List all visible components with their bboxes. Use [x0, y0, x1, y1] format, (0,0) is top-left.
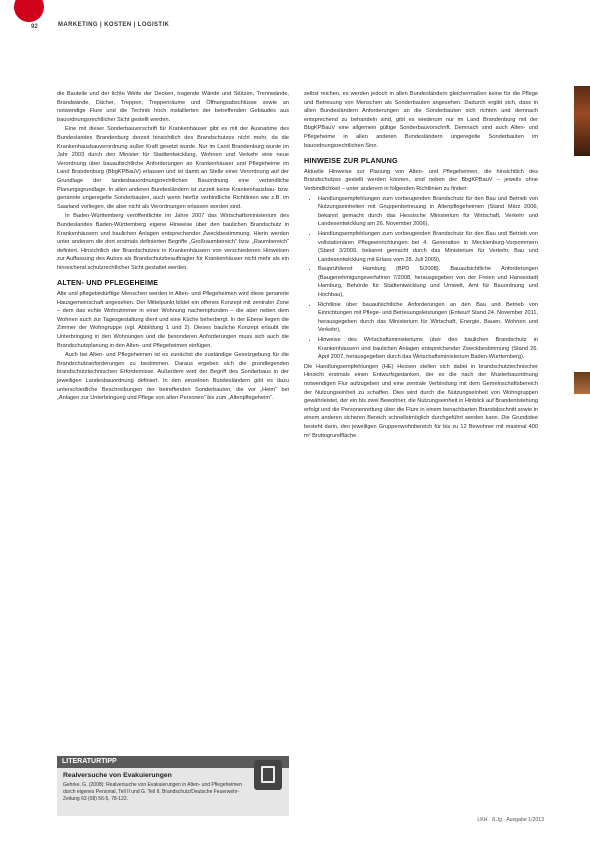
literature-tip-box	[57, 758, 289, 816]
literature-tip-body: Gehrke, G. (2008): Realversuche von Evakuierungen in Alten- und Pflegeheimen durch eigenes Personal, Teil II und G. Teil II, Brandschutz/Deutsche Feuerwehr-Zeitung 63 (08) 56-5, 78-122.	[63, 782, 242, 802]
guideline-list	[304, 195, 538, 362]
side-photo-strip	[574, 86, 590, 156]
section-heading-hinweise-planung: HINWEISE ZUR PLANUNG	[304, 156, 398, 166]
page-footer: LKH · 8.Jg · Ausgabe 1/2013	[477, 817, 544, 823]
list-item: • Richtlinie über bauaufsichtliche Anforderungen an den Bau und Betrieb von Einrichtungen mit Pflege- und Betreuungsleistungen (Entwurf Stand 24. November 2011, herausgegeben durch das Ministerium für Wirtschaft, Energie, Bauen, Wohnen und Verkehr),	[318, 301, 538, 335]
paragraph-closing: Die Handlungsempfehlungen (HE) Hessen stellen sich dabei in brandschutztechnischer Hinsicht erstmals einen Entwurfsgedanken, der es die nach der Musterbauordnung notwendigen Flur aufzugeben und eine zentrale Verbindung mit dem Gemeinschaftsbereich der Nutzungseinheit zu schaffen. Dies wird durch die Nutzungseinheit von Wohngruppen gewährleistet, der ein bis zwei Bewohner, die Nutzungseinheit in Hinblick auf Brandentstehung erfolgt und die Personenrettung über die Flure in einem benachbarten Brandabschnitt sowie in einem anderen sicheren Bereich schnellstmöglich durchgeführt werden kann. Die Grundidee besteht darin, den jeweiligen Gruppenwohnbereich für bis zu 12 Bewohner mit maximal 400 m² Bruttogrundfläche	[304, 363, 538, 439]
page-number: 92	[31, 24, 38, 30]
section-heading-alten-pflegeheime: ALTEN- UND PFLEGEHEIME	[57, 278, 159, 288]
paragraph: In Baden-Württemberg veröffentlichte im Jahre 2007 das Wirtschaftsministerium des Bundeslandes Baden-Württemberg eigene Hinweise über den baulichen Brandschutz in Krankenhäusern und baulichen Anlagen entsprechender Zweckbestimmung. Hierin werden unter anderem die dort erstmals definierten Begriffe „Großraumbereich“ bzw. „Raumbereich“ definiert. Hinsichtlich der Brandschutzes in Krankenhäusern von verschiedenen Hinweisen zur Auffassung des Autors als Brandschutzbeauftragter für Krankenhäuser nicht mehr als ein hinreichend schutzrechtlicher Sicht gestattet werden.	[57, 213, 289, 271]
literature-tip-label: LITERATURTIPP	[57, 756, 289, 768]
page-number-area	[0, 0, 48, 32]
section-header: MARKETING | KOSTEN | LOGISTIK	[58, 22, 170, 28]
left-column	[57, 90, 289, 404]
list-item: • Hinweise des Wirtschaftsministeriums über den baulichen Brandschutz in Krankenhäusern und baulichen Anlagen entsprechender Zweckbestimmung (Stand 26. April 2007, herausgegeben durch das Wirtschaftsministerium Baden-Württemberg).	[318, 336, 538, 362]
paragraph: Alte und pflegebedürftige Menschen werden in Alten- und Pflegeheimen wird diese genannte Hausgemeinschaft angesehen. Der Mittelpunkt bildet ein offenes Konzept mit zentraler Zone – dem das echte Wohnzimmer in einer Wohnung nachempfunden – die aber neben dem Wohnen auch zur Tagesgestaltung dient und eine Küche beherbergt. In der Ebene liegen die Zimmer der Wohngruppe (vgl. Abbildung 1 und 2). Dieses bauliche Konzept erlaubt die Unterbringung in den Wohnungen und die besonderen Anforderungen muss sich auch die Brandschutzplanung in den Alten- und Pflegeheimen einfügen.	[57, 291, 289, 349]
book-icon	[254, 760, 282, 790]
right-column	[304, 90, 538, 441]
paragraph: die Bauteile und der lichte Weite der Decken, tragende Wände und Stützen, Trennwände, Brandwände, Dächer, Treppen, Treppenräume und Öffnungsabschlüsse sowie an notwendige Flure und die Technik hoch installierten der betreffenden Gebäudes aus bauordnungsrechtlicher Sicht gestellt werden.	[57, 91, 289, 123]
paragraph: Eine mit dieser Sonderbauvorschrift für Krankenhäuser gibt es mit der Ausnahme des Bundeslandes Brandenburg derzeit hinsichtlich des Brandschutzes nicht mehr, da die Krankenhausbauverordnung außer Kraft gesetzt wurde. Nur im Land Brandenburg wurde im Jahr 2003 durch den Minister für Stadtentwicklung, Wohnen und Verkehr eine neue Verordnung über bauaufsichtliche Anforderungen an Krankenhäuser und Pflegeheime im Land Brandenburg (BbgKPBauV) erlassen und ist damit an Stelle einer Verordnung auf der Grundlage der landesbauordnungsrechtlichen Bauordnung eine verbindliche Planungsgrundlage. In allen anderen Bundesländern ist zurzeit keine Krankenhausbau- bzw. genannte ungeregelte Sonderbauten, auch wenn hierfür verbindliche Richtlinien wie z.B. im Saarland vorliegen, die aber nicht als Verordnungen erlassen worden sind.	[57, 126, 289, 210]
paragraph-intro: Aktuelle Hinweise zur Planung von Alten- und Pflegeheimen, die hinsichtlich des Brandschutzes gestellt werden können, sind neben der BbgKPBauV – jeweils ohne Verbindlichkeit – unter anderem in folgenden Richtlinien zu finden:	[304, 168, 538, 192]
paragraph: selbst reichen, es werden jedoch in allen Bundesländern gleichermaßen keine für die Pflege und Betreuung von Menschen als Sonderbauten angesehen. Dadurch ergibt sich, dass in allen Bundesländern Anforderungen an die Sonderbauten sich richten und demnach entsprechend zu behandeln sind, gibt es wiederum nur im Land Brandenburg mit der BbgKPBauV eine allgemein gültige Sonderbauvorschrift. Demnach sind auch Alten- und Pflegeheime in allen anderen Bundesländern ungeregelte Sonderbauten im bauordnungsrechtlichen Sinn.	[304, 91, 538, 149]
paragraph: Auch bei Alten- und Pflegeheimen ist es zunächst die zuständige Gesetzgebung für die Brandschutzanforderungen zu bestimmen. Daraus ergeben sich die grundlegenden brandschutztechnischen Erfordernisse. Außerdem wird der Begriff des Sonderbaus in der jeweiligen Landesbauordnung definiert. In den einzelnen Bundesländern gibt es dazu unterschiedliche Beschreibungen der betreffenden Sonderbauten, die vor „Heim“ bei „Anlagen zur Unterbringung und Pflege von alten Personen“ bis zum „Altenpflegeheim“.	[57, 352, 289, 402]
red-corner-circle	[14, 0, 44, 22]
list-item: • Handlungsempfehlungen zum vorbeugenden Brandschutz für den Bau und Betrieb von Nutzungseinheiten mit Gruppenbetreuung in Altenpflegeheimen (Stand März 2006; bekannt gemacht durch das Hessische Ministerium für Wirtschaft, Verkehr und Landesentwicklung am 26. November 2006),	[318, 195, 538, 229]
list-item: • Handlungsempfehlungen zum vorbeugenden Brandschutz für den Bau und Betrieb von vollstationären Pflegeeinrichtungen bei 4. Generation in Mecklenburg-Vorpommern (Stand 3/2009, bekannt gemacht durch das Ministerium für Verkehr, Bau und Landesentwicklung mit Erlass vom 28. Juli 2009),	[318, 230, 538, 264]
list-item: • Bauprüfdienst Hamburg (BPD 5/2008). Bauaufsichtliche Anforderungen (Baugenehmigungsverfahren 7/2008, herausgegeben von der Freien und Hansestadt Hamburg, Behörde für Stadtentwicklung und Umwelt, Amt für Bauordnung und Hochbau),	[318, 265, 538, 299]
literature-tip-title: Realversuche von Evakuierungen	[63, 772, 172, 779]
side-photo-strip-lower	[574, 372, 590, 394]
